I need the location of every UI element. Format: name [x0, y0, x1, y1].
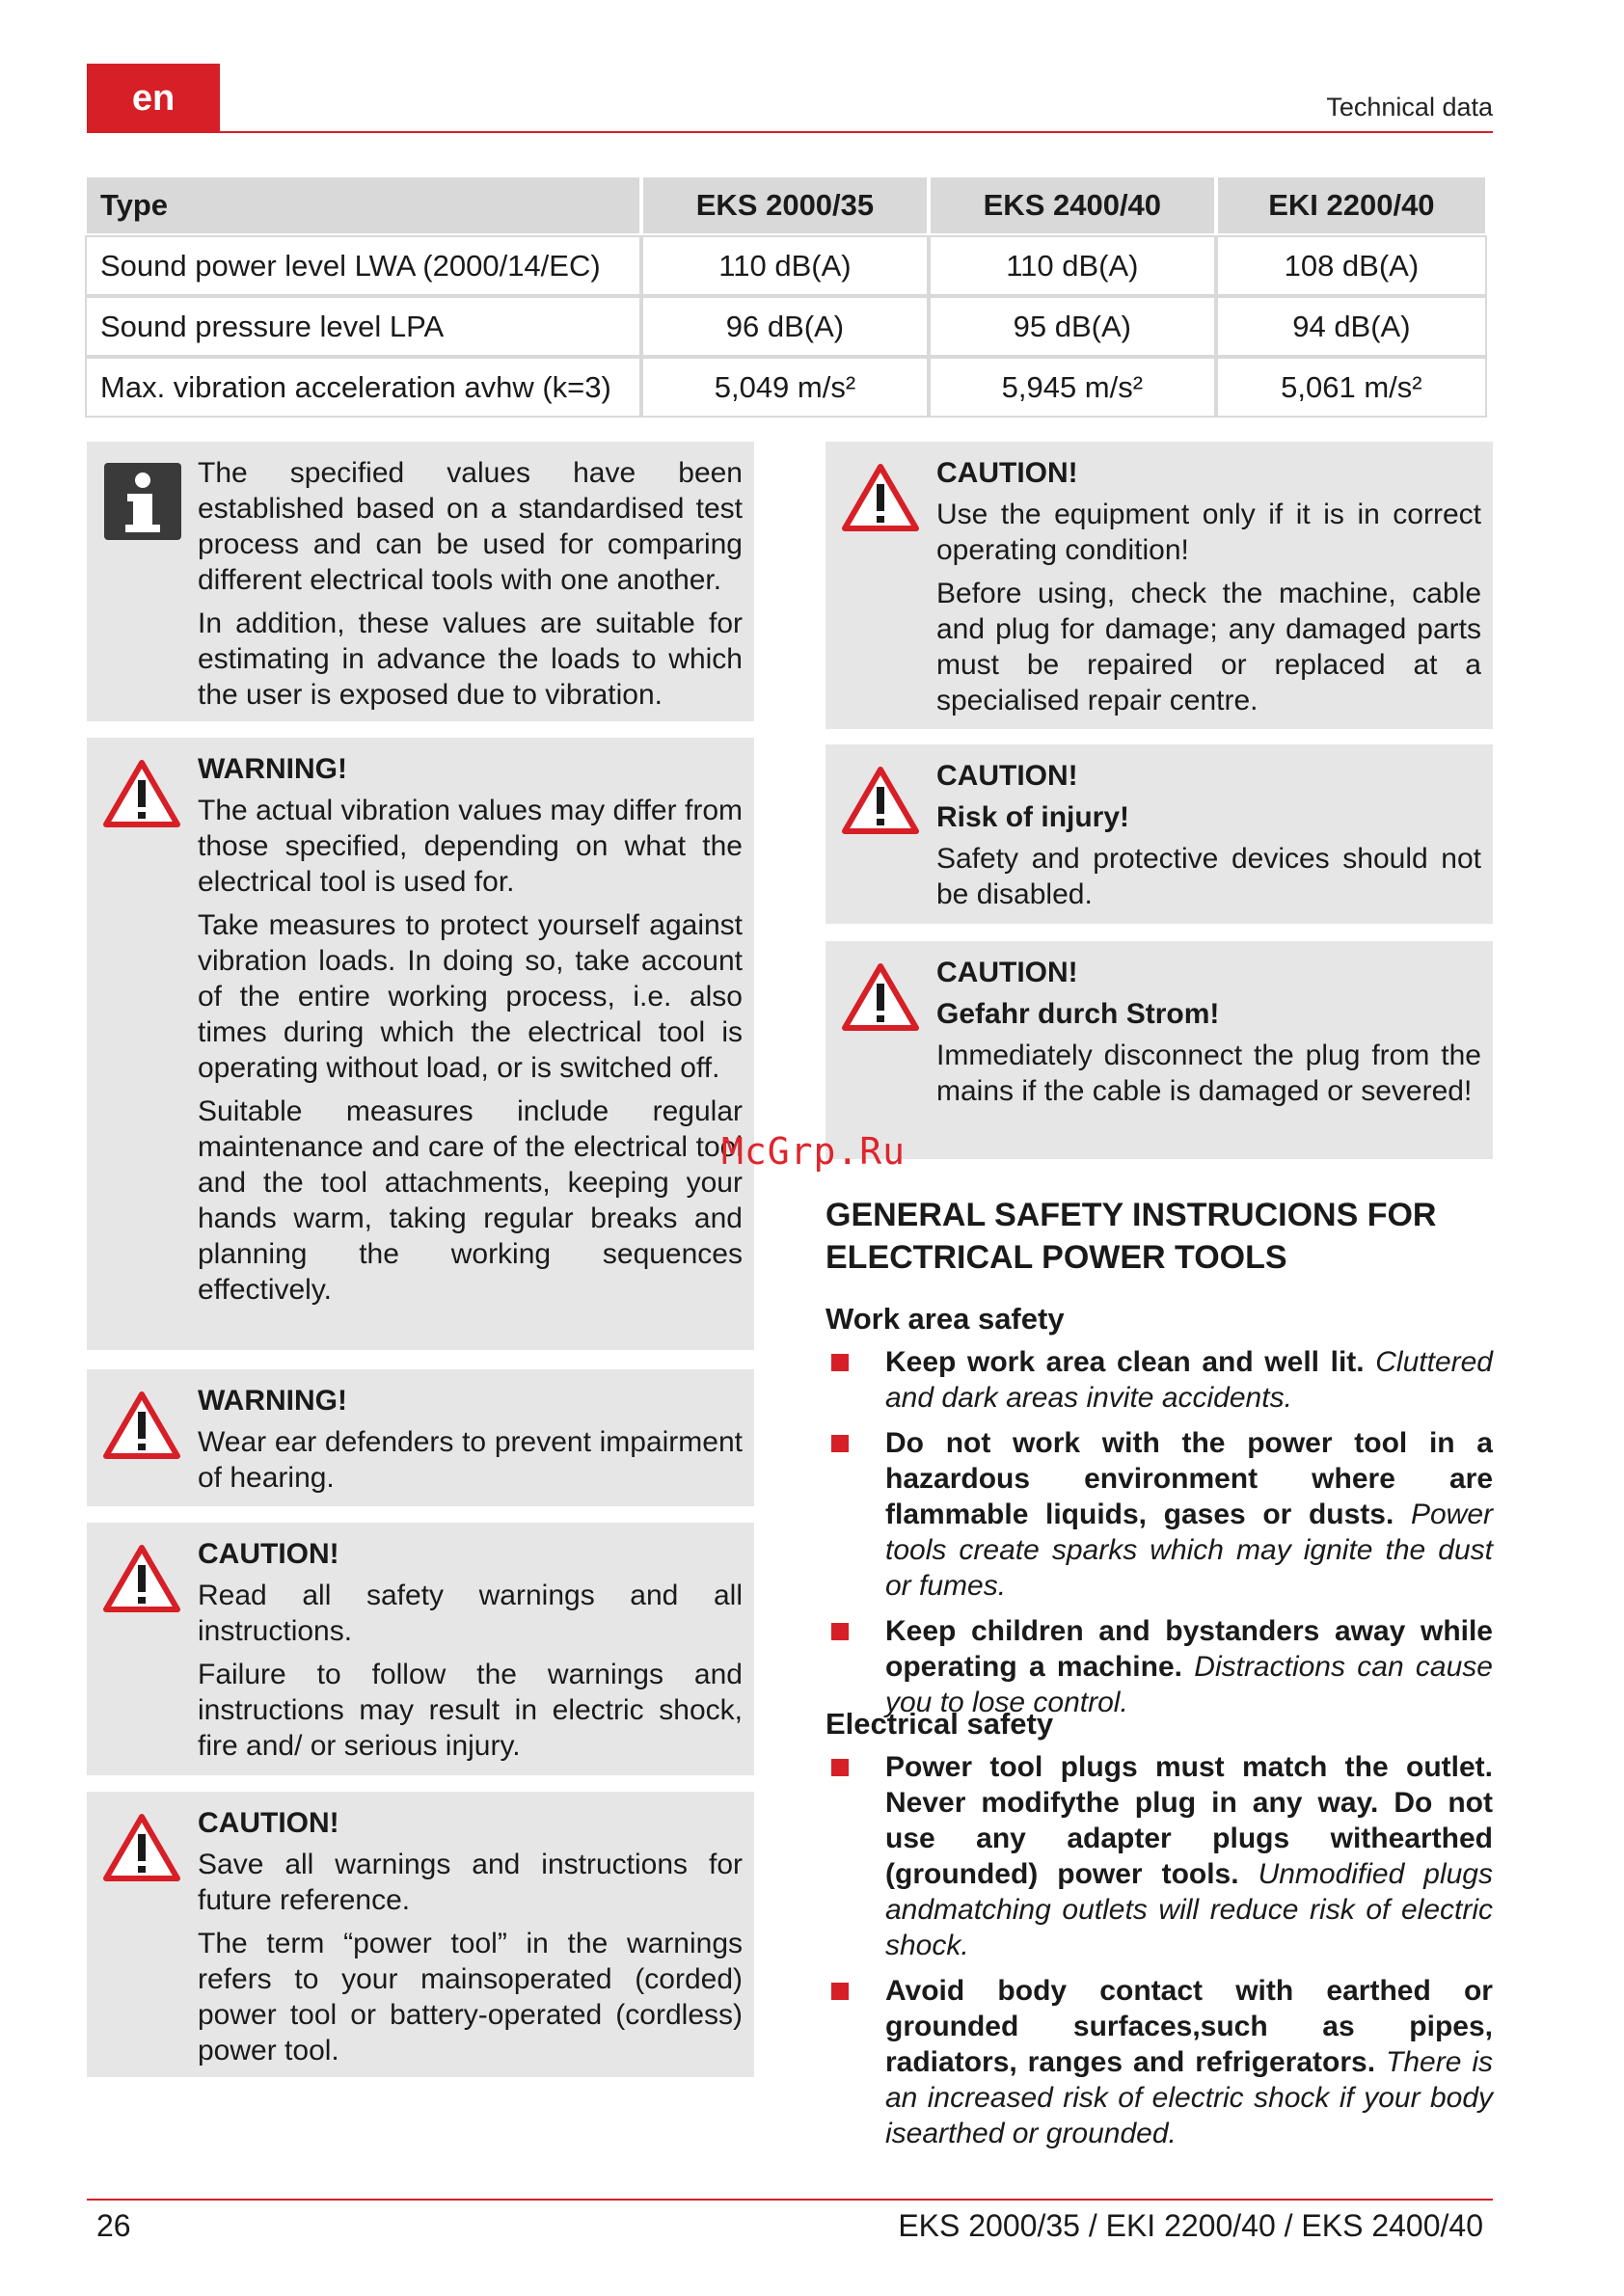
table-header-row: [87, 177, 1485, 233]
note-subtitle: Risk of injury!: [936, 801, 1130, 833]
section-title: Technical data: [1326, 93, 1493, 122]
table-row: [87, 298, 1485, 355]
note-title: CAUTION!: [936, 957, 1078, 988]
table-cell: Max. vibration acceleration avhw (k=3): [87, 359, 639, 416]
note-text: Safety and protective devices should not be disabled.: [936, 843, 1481, 910]
warning-triangle-icon: [102, 759, 181, 828]
list-item-bold: Keep work area clean and well lit.: [885, 1346, 1365, 1378]
bullet-icon: [831, 1354, 849, 1371]
table-cell: 5,049 m/s²: [643, 359, 927, 416]
note-text: Take measures to protect yourself against vibration loads. In doing so, take account of the entire working process, i.e. also times during which the electrical tool is operating without load, or is switched off.: [198, 909, 743, 1084]
warning-triangle-icon: [102, 1544, 181, 1613]
subsection-heading: Electrical safety: [826, 1707, 1054, 1741]
note-text: The actual vibration values may differ from those specified, depending on what the electrical tool is used for.: [198, 795, 743, 898]
warning-triangle-icon: [841, 766, 920, 835]
bullet-icon: [831, 1759, 849, 1776]
list-item-italic: Cluttered and dark areas invite accidents.: [885, 1346, 1493, 1414]
warning-triangle-icon: [102, 1391, 181, 1460]
list-item-italic: Distractions can cause you to lose control.: [885, 1651, 1493, 1718]
table-header: EKS 2000/35: [643, 177, 927, 233]
table-cell: 5,061 m/s²: [1218, 359, 1485, 416]
table-header: EKS 2400/40: [931, 177, 1214, 233]
subsection-heading: Work area safety: [826, 1302, 1065, 1336]
list-item: [826, 1973, 1493, 2151]
footer-models: EKS 2000/35 / EKI 2200/40 / EKS 2400/40: [898, 2208, 1483, 2243]
table-cell: 5,945 m/s²: [931, 359, 1214, 416]
warning-triangle-icon: [102, 1813, 181, 1882]
note-text: Read all safety warnings and all instructions.: [198, 1580, 743, 1647]
note-title: CAUTION!: [198, 1538, 339, 1570]
note-title: WARNING!: [198, 753, 347, 785]
caution-note: [826, 941, 1493, 1159]
header-divider: [87, 131, 1493, 133]
language-badge: en: [87, 64, 220, 133]
table-cell: 95 dB(A): [931, 298, 1214, 355]
list-item-italic: Unmodified plugs andmatching outlets will reduce risk of electric shock.: [885, 1858, 1493, 1961]
note-text: The specified values have been established based on a standardised test process and can be used for comparing different electrical tools with one another.: [198, 457, 743, 596]
bullet-icon: [831, 1623, 849, 1640]
table-cell: 110 dB(A): [931, 237, 1214, 294]
table-cell: Sound power level LWA (2000/14/EC): [87, 237, 639, 294]
list-item-bold: Keep children and bystanders away while operating a machine.: [885, 1615, 1493, 1683]
note-title: CAUTION!: [936, 760, 1078, 792]
caution-note: [87, 1792, 754, 2077]
note-title: CAUTION!: [936, 457, 1078, 489]
note-title: CAUTION!: [198, 1807, 339, 1839]
watermark: McGrp.Ru: [721, 1130, 907, 1173]
section-heading: GENERAL SAFETY INSTRUCIONS FOR ELECTRICAL POWER TOOLS: [826, 1197, 1437, 1276]
note-text: Before using, check the machine, cable and plug for damage; any damaged parts must be repaired or replaced at a specialised repair centre.: [936, 578, 1481, 716]
list-item: [826, 1749, 1493, 1963]
caution-note: [87, 1523, 754, 1775]
note-text: In addition, these values are suitable for estimating in advance the loads to which the user is exposed due to vibration.: [198, 608, 743, 711]
list-item-bold: Power tool plugs must match the outlet. Never modifythe plug in any way. Do not use any adapter plugs withearthed (grounded) power tools.: [885, 1751, 1493, 1890]
note-text: Wear ear defenders to prevent impairment of hearing.: [198, 1426, 743, 1494]
note-text: Immediately disconnect the plug from the mains if the cable is damaged or severed!: [936, 1040, 1481, 1107]
table-cell: 94 dB(A): [1218, 298, 1485, 355]
caution-note: [826, 442, 1493, 729]
note-text: Suitable measures include regular maintenance and care of the electrical tool and the tool attachments, keeping your hands warm, taking regular breaks and planning the working sequences effectively.: [198, 1095, 743, 1306]
list-item: [826, 1613, 1493, 1720]
note-text: Use the equipment only if it is in correct operating condition!: [936, 499, 1481, 566]
note-subtitle: Gefahr durch Strom!: [936, 998, 1220, 1030]
warning-note: [87, 1369, 754, 1506]
list-item-bold: Do not work with the power tool in a hazardous environment where are flammable liquids, gases or dusts.: [885, 1427, 1493, 1530]
note-title: WARNING!: [198, 1385, 347, 1417]
info-icon: [104, 463, 181, 540]
table-header: EKI 2200/40: [1218, 177, 1485, 233]
list-item: [826, 1425, 1493, 1604]
footer-divider: [87, 2199, 1493, 2201]
list-item: [826, 1344, 1493, 1416]
page-number: 26: [96, 2208, 131, 2243]
table-cell: 110 dB(A): [643, 237, 927, 294]
note-text: The term “power tool” in the warnings refers to your mainsoperated (corded) power tool or battery-operated (cordless) power tool.: [198, 1928, 743, 2066]
bullet-icon: [831, 1983, 849, 2000]
note-text: Save all warnings and instructions for future reference.: [198, 1849, 743, 1916]
list-item-italic: There is an increased risk of electric shock if your body isearthed or grounded.: [885, 2046, 1494, 2149]
table-row: [87, 237, 1485, 294]
table-cell: Sound pressure level LPA: [87, 298, 639, 355]
warning-note: [87, 738, 754, 1350]
list-item-bold: Avoid body contact with earthed or grounded surfaces,such as pipes, radiators, ranges and refrigerators.: [885, 1975, 1493, 2078]
note-text: Failure to follow the warnings and instructions may result in electric shock, fire and/ or serious injury.: [198, 1659, 743, 1762]
list-item-italic: Power tools create sparks which may ignite the dust or fumes.: [885, 1499, 1493, 1602]
warning-triangle-icon: [841, 463, 920, 532]
table-row: [87, 359, 1485, 416]
caution-note: [826, 744, 1493, 924]
table-cell: 108 dB(A): [1218, 237, 1485, 294]
table-cell: 96 dB(A): [643, 298, 927, 355]
bullet-icon: [831, 1435, 849, 1452]
electrical-list: [826, 1749, 1493, 2161]
work-area-list: [826, 1344, 1493, 1730]
info-note: [87, 442, 754, 721]
spec-table: [83, 174, 1489, 419]
warning-triangle-icon: [841, 962, 920, 1032]
table-header: Type: [87, 177, 639, 233]
